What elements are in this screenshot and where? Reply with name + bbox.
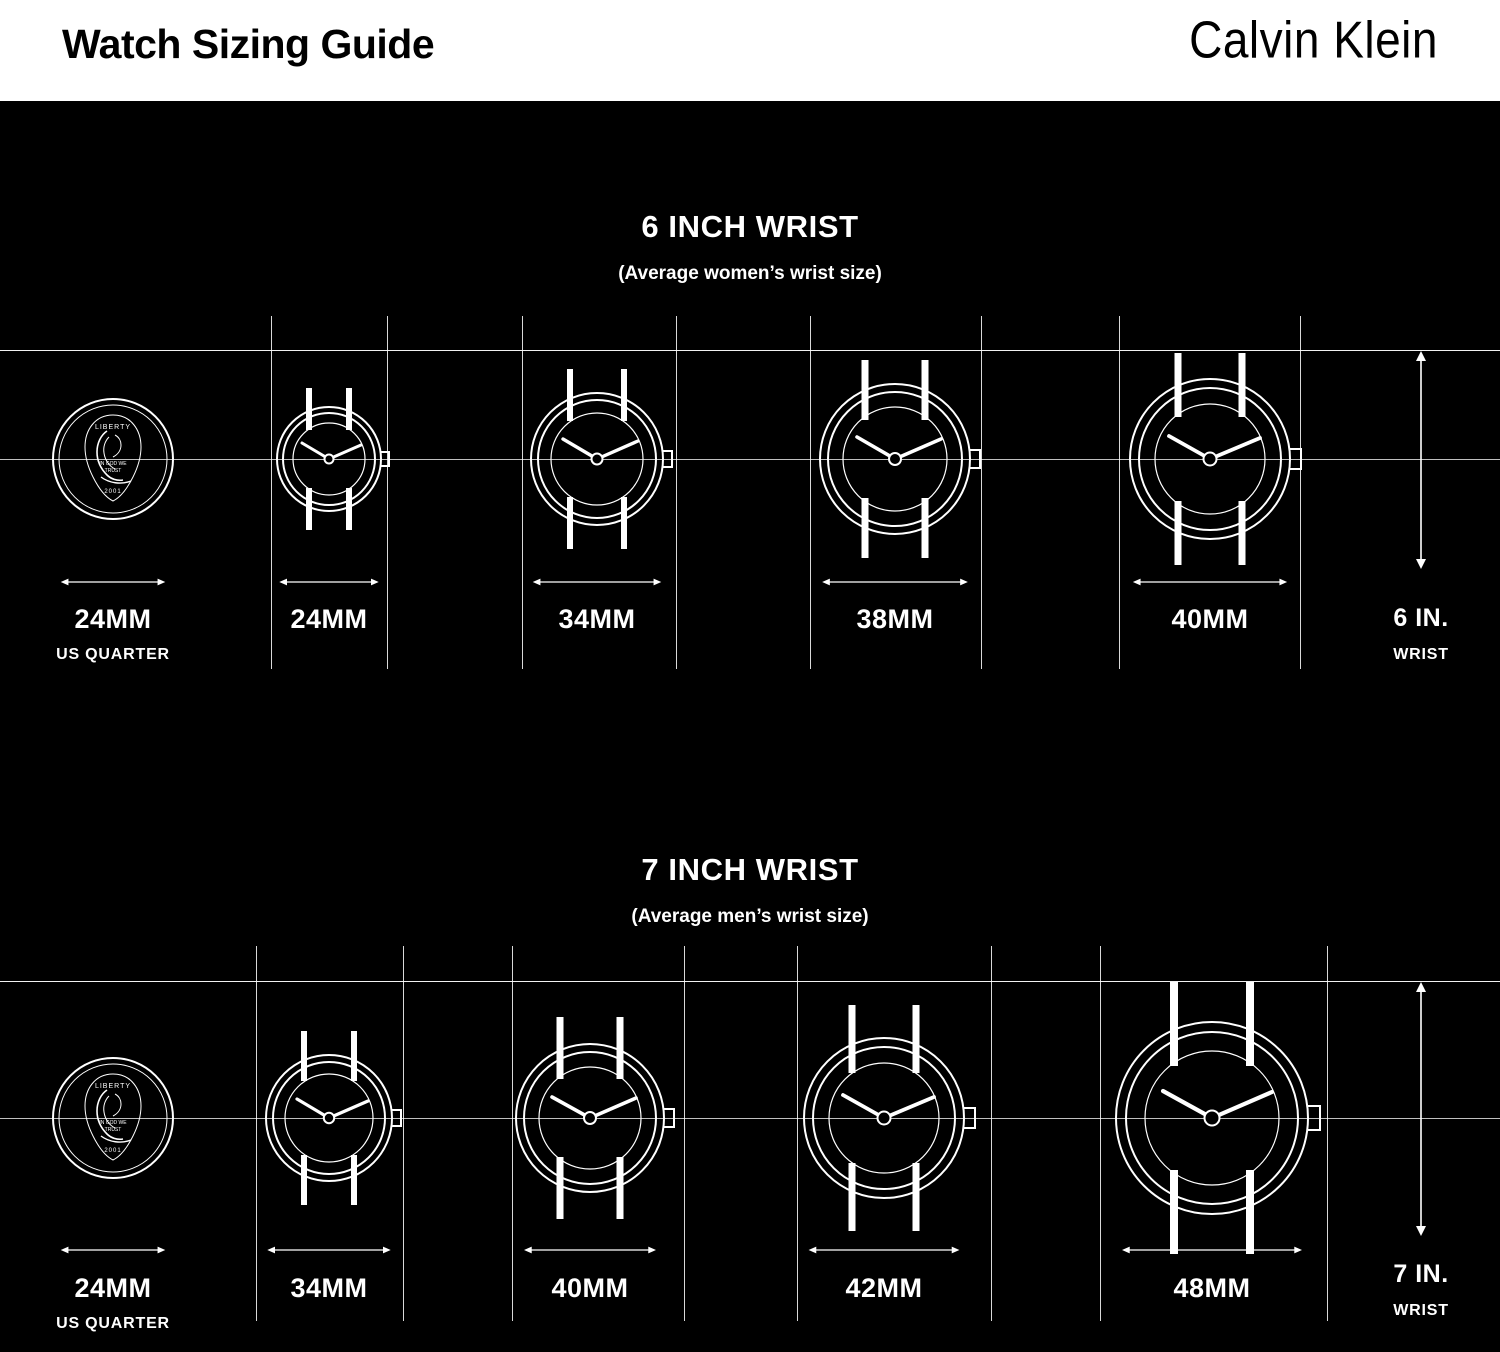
- measure-arrow: [512, 1244, 668, 1256]
- svg-text:2001: 2001: [104, 1148, 122, 1154]
- measure-arrow: [1106, 1244, 1318, 1256]
- measure-arrow: [1119, 576, 1301, 588]
- section-title: 7 INCH WRIST: [641, 852, 859, 887]
- measure-arrow: [51, 576, 175, 588]
- measure-arrow: [270, 576, 388, 588]
- watch-label: 40MM: [551, 1273, 629, 1303]
- watch-label: 24MM: [290, 604, 368, 634]
- svg-text:TRUST: TRUST: [104, 468, 122, 474]
- watch-label: 34MM: [290, 1273, 368, 1303]
- reference-sublabel: US QUARTER: [56, 1315, 170, 1332]
- watch-label: 34MM: [558, 604, 636, 634]
- diagram-canvas: [0, 101, 1500, 1352]
- section-six-inch-wrist: [0, 101, 1500, 701]
- svg-text:IN GOD WE: IN GOD WE: [99, 461, 127, 467]
- measure-arrow: [521, 576, 673, 588]
- measure-arrow: [256, 1244, 402, 1256]
- watch-label: 48MM: [1173, 1273, 1251, 1303]
- wrist-sublabel: WRIST: [1393, 1302, 1449, 1319]
- watch-illustration: [219, 993, 439, 1243]
- watch-illustration: [1062, 958, 1362, 1278]
- svg-text:LIBERTY: LIBERTY: [94, 424, 132, 431]
- wrist-sublabel: WRIST: [1393, 646, 1449, 663]
- watch-illustration: [754, 973, 1014, 1263]
- svg-text:IN GOD WE: IN GOD WE: [99, 1120, 127, 1126]
- section-seven-inch-wrist: [0, 741, 1500, 1352]
- reference-label: 24MM: [74, 1273, 152, 1303]
- us-quarter-coin-icon: [51, 1056, 175, 1180]
- wrist-label: 6 IN.: [1393, 604, 1449, 632]
- page-title: Watch Sizing Guide: [62, 21, 435, 67]
- wrist-label: 7 IN.: [1393, 1260, 1449, 1288]
- watch-label: 38MM: [856, 604, 934, 634]
- svg-text:LIBERTY: LIBERTY: [94, 1083, 132, 1090]
- svg-text:2001: 2001: [104, 489, 122, 495]
- section-title: 6 INCH WRIST: [641, 209, 859, 244]
- wrist-measure-arrow: [1413, 981, 1429, 1237]
- reference-label: 24MM: [74, 604, 152, 634]
- watch-illustration: [1080, 319, 1340, 599]
- watch-illustration: [239, 344, 419, 574]
- watch-illustration: [482, 329, 712, 589]
- page-header: [0, 0, 1500, 101]
- reference-sublabel: US QUARTER: [56, 646, 170, 663]
- watch-label: 42MM: [845, 1273, 923, 1303]
- measure-arrow: [51, 1244, 175, 1256]
- wrist-measure-arrow: [1413, 350, 1429, 570]
- watch-illustration: [465, 983, 715, 1253]
- section-subtitle: (Average women’s wrist size): [618, 263, 882, 284]
- us-quarter-coin-icon: [51, 397, 175, 521]
- watch-label: 40MM: [1171, 604, 1249, 634]
- watch-illustration: [770, 324, 1020, 594]
- brand-logo: Calvin Klein: [1189, 9, 1438, 69]
- measure-arrow: [795, 1244, 973, 1256]
- section-subtitle: (Average men’s wrist size): [631, 906, 869, 927]
- svg-text:TRUST: TRUST: [104, 1127, 122, 1133]
- measure-arrow: [809, 576, 981, 588]
